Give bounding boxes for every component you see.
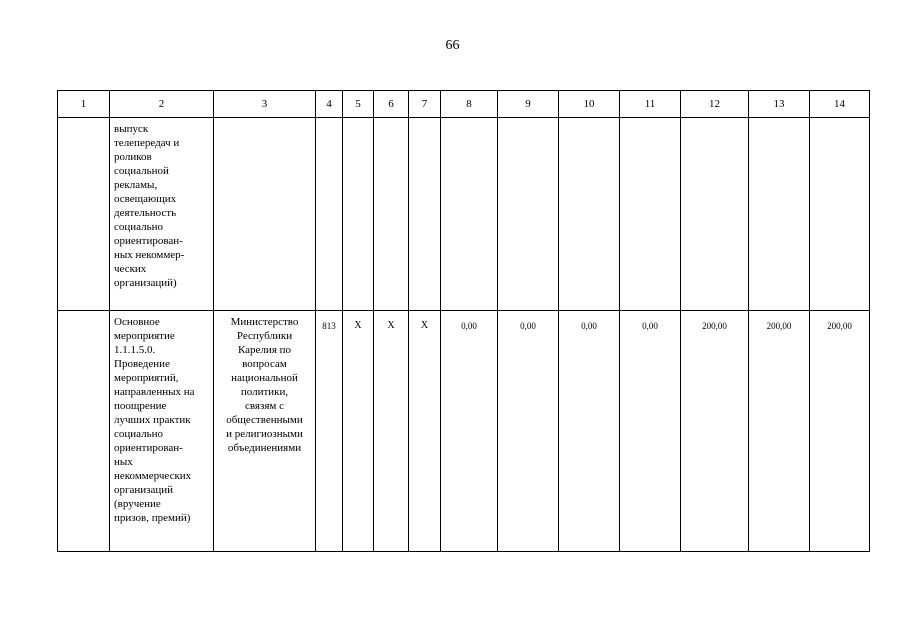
row1-col8: [441, 118, 498, 311]
header-cell-11: 11: [620, 91, 681, 118]
header-cell-9: 9: [498, 91, 559, 118]
row1-col12: [681, 118, 749, 311]
row1-col1: [58, 118, 110, 311]
table-row: [58, 118, 870, 311]
row2-col12: 200,00: [681, 311, 749, 552]
header-cell-14: 14: [810, 91, 870, 118]
row1-col10: [559, 118, 620, 311]
row1-col4: [316, 118, 343, 311]
row2-budget-code: 813: [316, 311, 343, 552]
header-cell-8: 8: [441, 91, 498, 118]
row2-col9: 0,00: [498, 311, 559, 552]
header-cell-10: 10: [559, 91, 620, 118]
row2-col11: 0,00: [620, 311, 681, 552]
table-row: [58, 311, 870, 552]
header-cell-7: 7: [409, 91, 441, 118]
row2-col13: 200,00: [749, 311, 810, 552]
row2-col6: Х: [374, 311, 409, 552]
row2-col7: Х: [409, 311, 441, 552]
row2-col5: Х: [343, 311, 374, 552]
header-cell-3: 3: [214, 91, 316, 118]
row2-col8: 0,00: [441, 311, 498, 552]
header-cell-12: 12: [681, 91, 749, 118]
row1-col14: [810, 118, 870, 311]
row1-responsible: [214, 118, 316, 311]
header-row: [58, 91, 870, 118]
row2-activity-description: Основное мероприятие 1.1.1.5.0. Проведение мероприятий, направленных на поощрение лучших практик социально ориентирован- ных некоммерческих организаций (вручение призов, премий): [110, 311, 214, 552]
header-cell-4: 4: [316, 91, 343, 118]
row2-responsible: Министерство Республики Карелия по вопросам национальной политики, связям с общественными и религиозными объединениями: [214, 311, 316, 552]
row1-col11: [620, 118, 681, 311]
row1-col7: [409, 118, 441, 311]
page-number: 66: [445, 38, 460, 53]
row1-col6: [374, 118, 409, 311]
header-cell-5: 5: [343, 91, 374, 118]
row2-col1: [58, 311, 110, 552]
budget-table: [57, 90, 870, 552]
header-cell-1: 1: [58, 91, 110, 118]
row2-col14: 200,00: [810, 311, 870, 552]
row1-col5: [343, 118, 374, 311]
header-cell-6: 6: [374, 91, 409, 118]
row2-col10: 0,00: [559, 311, 620, 552]
row1-col13: [749, 118, 810, 311]
header-cell-2: 2: [110, 91, 214, 118]
row1-activity-description: выпуск телепередач и роликов социальной рекламы, освещающих деятельность социально ориентирован- ных некоммер- ческих организаций): [110, 118, 214, 311]
row1-col9: [498, 118, 559, 311]
header-cell-13: 13: [749, 91, 810, 118]
